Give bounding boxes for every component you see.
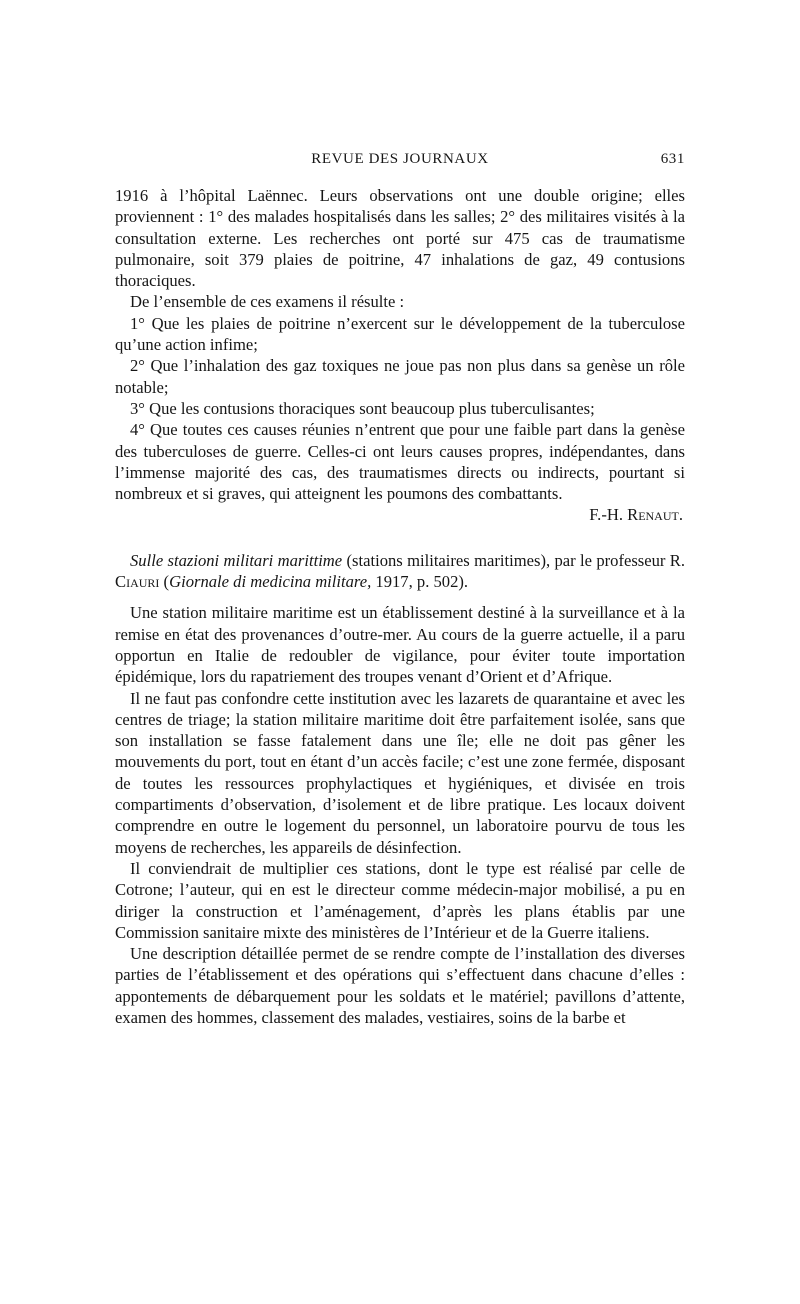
paragraph: Une description détaillée permet de se rendre compte de l’installation des diverses parties de l’établissement et des opérations qui s’effectuent dans chacune d’elles : appontements de débarquement pour les soldats et le matériel; pavillons d’attente, examen des hommes, classement des malades, vestiaires, soins de la barbe et bbox=[115, 944, 685, 1027]
page-number: 631 bbox=[660, 151, 685, 167]
paragraph: Il conviendrait de multiplier ces stations, dont le type est réalisé par celle de Cotrone; l’auteur, qui en est le directeur comme médecin-major mobilisé, a pu en diriger la construction et l’aménagement, d’après les plans établis par une Commission sanitaire mixte des ministères de l’Intérieur et de la Guerre italiens. bbox=[115, 858, 685, 942]
signature: F.-H. Renaut. bbox=[589, 505, 683, 525]
paragraph: Il ne faut pas confondre cette institution avec les lazarets de quarantaine et avec les centres de triage; la station militaire maritime doit être parfaitement isolée, sans que son installation se fasse fatalement dans une île; elle ne doit pas gêner les mouvements du port, tout en étant d’un accès facile; c’est une zone fermée, disposant de toutes les ressources prophylactiques et hygiéniques, et divisée en trois compartiments d’observation, d’isolement et de libre pratique. Les locaux doivent comprendre en outre le logement du personnel, un laboratoire pourvu de tous les moyens de recherches, les appareils de désinfection. bbox=[115, 688, 685, 857]
paragraph: 1916 à l’hôpital Laënnec. Leurs observations ont une double origine; elles proviennent : 1° des malades hospitalisés dans les salles; 2° des militaires visités à la consultation externe. Les recherches ont porté sur 475 cas de traumatisme pulmonaire, soit 379 plaies de poitrine, 47 inhalations de gaz, 49 contusions thoraciques. bbox=[115, 186, 685, 291]
running-head bbox=[115, 151, 685, 171]
body-text bbox=[115, 185, 685, 1028]
paragraph: 2° Que l’inhalation des gaz toxiques ne joue pas non plus dans sa genèse un rôle notable; bbox=[115, 356, 685, 397]
article-translation: (stations militaires maritimes), par le professeur R. bbox=[342, 550, 685, 570]
running-head-title: REVUE DES JOURNAUX bbox=[311, 151, 489, 167]
article-open-paren: ( bbox=[159, 572, 170, 592]
paragraph: 1° Que les plaies de poitrine n’exercent sur le développement de la tuberculose qu’une action infime; bbox=[115, 313, 685, 355]
paragraph: Une station militaire maritime est un établissement destiné à la surveillance et à la remise en état des provenances d’outre-mer. Au cours de la guerre actuelle, il a paru opportun en Italie de redoubler de vigilance, pour éviter toute importation épidémique, lors du rapatriement des troupes venant d’Orient et d’Afrique. bbox=[115, 603, 685, 687]
article-citation: 1917, p. 502). bbox=[371, 572, 469, 592]
article-author: Ciauri bbox=[115, 572, 160, 592]
paragraph: De l’ensemble de ces examens il résulte : bbox=[130, 292, 405, 312]
article-heading bbox=[115, 550, 685, 593]
article-title: Sulle stazioni militari marittime bbox=[130, 550, 343, 570]
paragraph: 3° Que les contusions thoraciques sont beaucoup plus tuberculisantes; bbox=[130, 398, 595, 418]
article-journal: Giornale di medicina militare, bbox=[169, 572, 372, 592]
paragraph: 4° Que toutes ces causes réunies n’entrent que pour une faible part dans la genèse des tuberculoses de guerre. Celles-ci ont leurs causes propres, indépendantes, dans l’immense majorité des cas, des traumatismes directs ou indirects, pourtant si nombreux et si graves, qui atteignent les poumons des combattants. bbox=[115, 420, 685, 504]
